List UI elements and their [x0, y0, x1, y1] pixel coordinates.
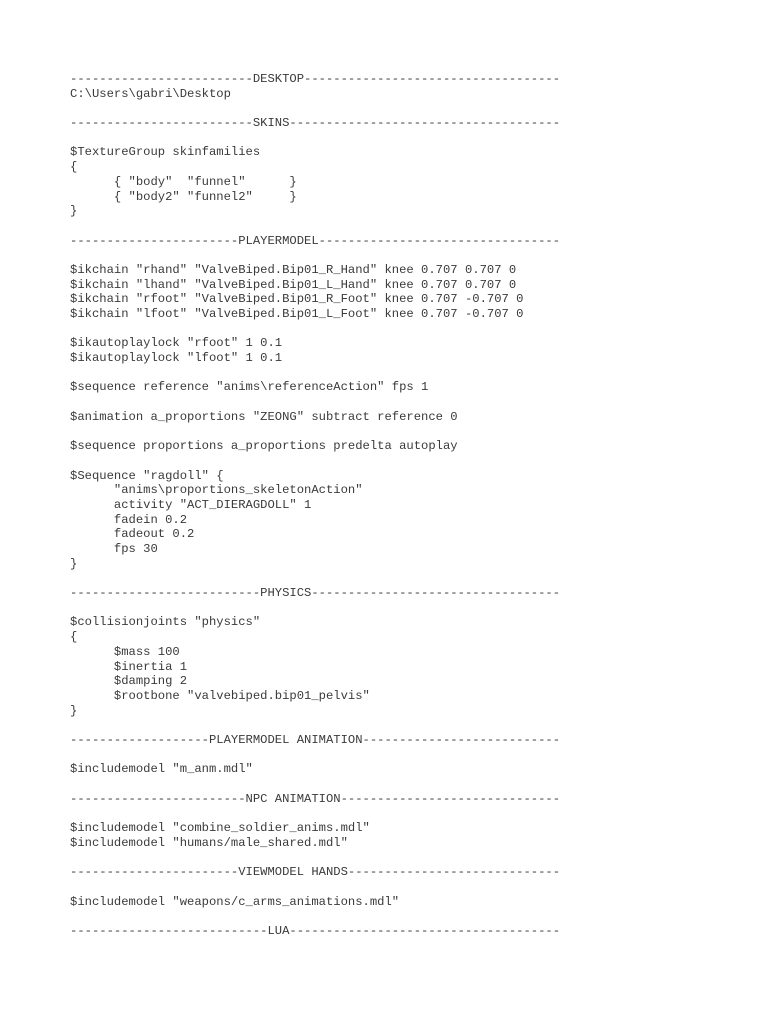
code-directive-line: $animation a_proportions "ZEONG" subtract reference 0 [70, 409, 458, 424]
text-line: { "body" "funnel" } [70, 174, 297, 189]
section-header-lua: ---------------------------LUA------------------------------------- [70, 923, 561, 938]
text-line: C:\Users\gabri\Desktop [70, 86, 231, 101]
code-directive-line: $Sequence "ragdoll" { [70, 468, 224, 483]
text-line: fps 30 [70, 542, 158, 556]
code-directive-line: $damping 2 [70, 674, 188, 689]
blank-line [70, 395, 730, 410]
code-directive-line: $includemodel "m_anm.mdl" [70, 762, 253, 777]
blank-line [70, 909, 730, 924]
blank-line [70, 248, 730, 263]
blank-line [70, 718, 730, 733]
code-directive-line: $includemodel "humans/male_shared.mdl" [70, 835, 348, 850]
blank-line [70, 850, 730, 865]
section-header-viewmodel-hands: -----------------------VIEWMODEL HANDS----------------------------- [70, 865, 561, 880]
text-line: { [70, 630, 78, 645]
blank-line [70, 131, 730, 146]
code-directive-line: $ikchain "lfoot" "ValveBiped.Bip01_L_Foot" knee 0.707 -0.707 0 [70, 307, 524, 321]
code-directive-line: $collisionjoints "physics" [70, 615, 261, 630]
code-directive-line: $TextureGroup skinfamilies [70, 145, 261, 160]
text-line: fadeout 0.2 [70, 527, 195, 542]
text-line: { [70, 160, 78, 175]
section-header-playermodel-animation: -------------------PLAYERMODEL ANIMATION--------------------------- [70, 732, 561, 747]
section-header-desktop: -------------------------DESKTOP----------------------------------- [70, 72, 561, 86]
section-header-skins: -------------------------SKINS------------------------------------- [70, 116, 561, 131]
blank-line [70, 366, 730, 381]
code-directive-line: $sequence proportions a_proportions predelta autoplay [70, 439, 458, 454]
text-line: { "body2" "funnel2" } [70, 189, 297, 204]
section-header-playermodel: -----------------------PLAYERMODEL--------------------------------- [70, 233, 561, 248]
code-directive-line: $includemodel "combine_soldier_anims.mdl" [70, 821, 370, 836]
text-line: } [70, 556, 78, 571]
code-directive-line: $mass 100 [70, 644, 180, 659]
code-directive-line: $inertia 1 [70, 659, 188, 674]
blank-line [70, 601, 730, 616]
code-directive-line: $includemodel "weapons/c_arms_animations.mdl" [70, 894, 400, 909]
text-line: fadein 0.2 [70, 512, 188, 527]
code-directive-line: $ikchain "rfoot" "ValveBiped.Bip01_R_Foot" knee 0.707 -0.707 0 [70, 292, 524, 307]
document-page [70, 72, 730, 939]
blank-line [70, 101, 730, 116]
blank-line [70, 425, 730, 440]
text-line: } [70, 204, 78, 219]
section-header-physics: --------------------------PHYSICS---------------------------------- [70, 586, 561, 601]
code-directive-line: $sequence reference "anims\referenceAction" fps 1 [70, 380, 429, 395]
blank-line [70, 806, 730, 821]
text-line: } [70, 703, 78, 718]
blank-line [70, 219, 730, 234]
text-line: "anims\proportions_skeletonAction" [70, 483, 363, 498]
blank-line [70, 454, 730, 469]
code-directive-line: $ikautoplaylock "rfoot" 1 0.1 [70, 336, 283, 351]
blank-line [70, 880, 730, 895]
blank-line [70, 777, 730, 792]
code-directive-line: $rootbone "valvebiped.bip01_pelvis" [70, 688, 370, 703]
blank-line [70, 748, 730, 763]
code-directive-line: $ikautoplaylock "lfoot" 1 0.1 [70, 351, 283, 366]
section-header-npc-animation: ------------------------NPC ANIMATION------------------------------ [70, 791, 561, 806]
blank-line [70, 571, 730, 586]
blank-line [70, 322, 730, 337]
text-line: activity "ACT_DIERAGDOLL" 1 [70, 497, 312, 512]
code-directive-line: $ikchain "lhand" "ValveBiped.Bip01_L_Hand" knee 0.707 0.707 0 [70, 277, 517, 292]
code-directive-line: $ikchain "rhand" "ValveBiped.Bip01_R_Hand" knee 0.707 0.707 0 [70, 262, 517, 277]
